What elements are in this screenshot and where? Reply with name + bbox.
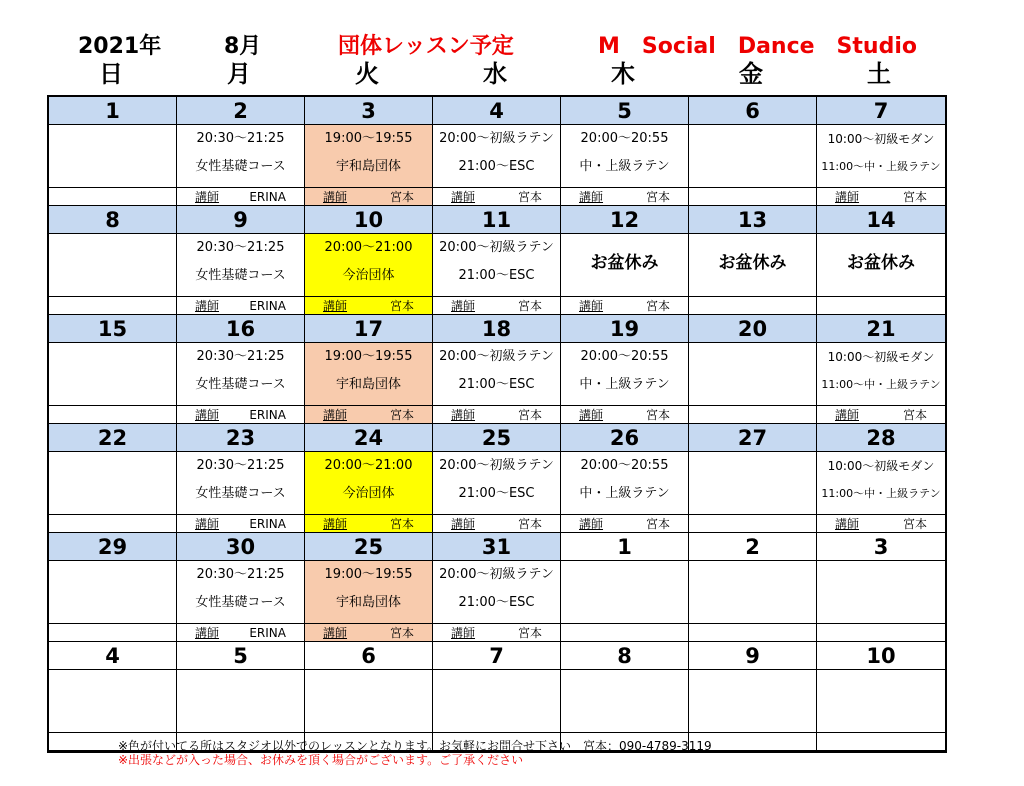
weekday-label: 火 bbox=[355, 60, 379, 88]
instructor-name: ERINA bbox=[249, 626, 286, 640]
lesson-time: 20:00～20:55 bbox=[580, 131, 669, 146]
instructor-name: 宮本 bbox=[389, 408, 414, 422]
lesson-time: 20:00～初級ラテン bbox=[439, 567, 554, 582]
day-cell bbox=[689, 234, 817, 315]
instructor-name: 宮本 bbox=[902, 517, 927, 531]
date-number: 8 bbox=[561, 642, 689, 670]
date-number: 2 bbox=[177, 97, 305, 125]
date-number: 6 bbox=[689, 97, 817, 125]
instructor-line bbox=[817, 732, 945, 751]
instructor-line bbox=[817, 623, 945, 642]
day-cell bbox=[817, 452, 945, 533]
day-cell bbox=[49, 452, 177, 533]
instructor-line bbox=[689, 623, 816, 642]
instructor-line bbox=[177, 187, 304, 206]
lesson-time: 19:00～19:55 bbox=[324, 567, 413, 582]
day-cell bbox=[817, 670, 945, 751]
instructor-name: 宮本 bbox=[645, 190, 670, 204]
instructor-line bbox=[689, 405, 816, 424]
day-cell bbox=[305, 452, 433, 533]
date-number: 13 bbox=[689, 206, 817, 234]
holiday-label: お盆休み bbox=[847, 253, 915, 273]
lesson-time: 10:00～初級モダン bbox=[827, 132, 935, 146]
date-number: 22 bbox=[49, 424, 177, 452]
instructor-name: 宮本 bbox=[517, 190, 542, 204]
calendar-week bbox=[49, 206, 945, 315]
day-cell bbox=[49, 561, 177, 642]
date-number: 6 bbox=[305, 642, 433, 670]
instructor-line bbox=[49, 623, 176, 642]
lesson-name: 宇和島団体 bbox=[335, 595, 401, 610]
instructor-label: 講師 bbox=[579, 517, 604, 531]
day-cell bbox=[433, 561, 561, 642]
day-cell bbox=[433, 234, 561, 315]
day-cell bbox=[49, 125, 177, 206]
date-number: 27 bbox=[689, 424, 817, 452]
instructor-line bbox=[561, 623, 688, 642]
day-cell bbox=[689, 125, 817, 206]
date-number: 18 bbox=[433, 315, 561, 343]
instructor-label: 講師 bbox=[835, 517, 860, 531]
calendar-grid bbox=[47, 95, 947, 753]
date-number: 15 bbox=[49, 315, 177, 343]
instructor-line bbox=[49, 514, 176, 533]
date-number: 4 bbox=[433, 97, 561, 125]
date-number: 9 bbox=[177, 206, 305, 234]
date-number: 3 bbox=[817, 533, 945, 561]
instructor-label: 講師 bbox=[451, 408, 476, 422]
lesson-name: 今治団体 bbox=[342, 268, 395, 283]
instructor-line bbox=[49, 296, 176, 315]
lesson-time: 20:00～初級ラテン bbox=[439, 349, 554, 364]
day-cell bbox=[305, 561, 433, 642]
day-cell bbox=[817, 343, 945, 424]
lesson-name: 11:00～中・上級ラテン bbox=[821, 160, 941, 173]
weekday-label: 月 bbox=[227, 60, 251, 88]
instructor-line bbox=[817, 405, 945, 424]
instructor-name: 宮本 bbox=[517, 626, 542, 640]
holiday-label: お盆休み bbox=[718, 253, 787, 273]
instructor-line bbox=[817, 296, 945, 315]
lesson-name: 21:00～ESC bbox=[458, 377, 535, 392]
note-closure: ※出張などが入った場合、お休みを頂く場合がございます。ご了承ください bbox=[118, 753, 524, 767]
lesson-row bbox=[49, 234, 945, 315]
lesson-name: 女性基礎コース bbox=[195, 268, 286, 283]
instructor-line bbox=[177, 514, 304, 533]
year-label: 2021年 bbox=[78, 34, 162, 59]
lesson-name: 21:00～ESC bbox=[458, 268, 535, 283]
date-row bbox=[49, 97, 945, 125]
instructor-line bbox=[305, 296, 432, 315]
instructor-label: 講師 bbox=[323, 517, 348, 531]
lesson-time: 20:00～初級ラテン bbox=[439, 131, 554, 146]
lesson-time: 20:30～21:25 bbox=[196, 567, 285, 582]
instructor-line bbox=[561, 296, 688, 315]
day-cell bbox=[561, 561, 689, 642]
day-cell bbox=[561, 125, 689, 206]
day-cell bbox=[689, 343, 817, 424]
instructor-label: 講師 bbox=[451, 190, 476, 204]
day-cell bbox=[177, 452, 305, 533]
instructor-label: 講師 bbox=[579, 299, 604, 313]
instructor-line bbox=[433, 187, 560, 206]
month-label: 8月 bbox=[224, 34, 262, 59]
lesson-name: 中・上級ラテン bbox=[579, 159, 670, 174]
day-cell bbox=[689, 561, 817, 642]
date-number: 10 bbox=[817, 642, 945, 670]
instructor-label: 講師 bbox=[195, 626, 220, 640]
day-cell bbox=[689, 452, 817, 533]
date-row bbox=[49, 533, 945, 561]
instructor-label: 講師 bbox=[195, 190, 220, 204]
instructor-name: ERINA bbox=[249, 517, 286, 531]
lesson-name: 21:00～ESC bbox=[458, 486, 535, 501]
day-cell bbox=[433, 125, 561, 206]
instructor-label: 講師 bbox=[323, 190, 348, 204]
instructor-name: 宮本 bbox=[645, 299, 670, 313]
date-number: 28 bbox=[817, 424, 945, 452]
day-cell bbox=[49, 234, 177, 315]
date-number: 5 bbox=[177, 642, 305, 670]
instructor-line bbox=[561, 187, 688, 206]
lesson-time: 10:00～初級モダン bbox=[827, 350, 935, 364]
instructor-name: 宮本 bbox=[645, 517, 670, 531]
date-number: 9 bbox=[689, 642, 817, 670]
day-cell bbox=[561, 234, 689, 315]
instructor-line bbox=[433, 623, 560, 642]
instructor-name: 宮本 bbox=[389, 626, 414, 640]
day-cell bbox=[177, 561, 305, 642]
date-number: 7 bbox=[817, 97, 945, 125]
instructor-name: 宮本 bbox=[902, 190, 927, 204]
note-contact: ※色が付いてる所はスタジオ以外でのレッスンとなります。お気軽にお問合せ下さい 宮本：090-4789-3119 bbox=[118, 739, 712, 753]
lesson-time: 20:00～21:00 bbox=[324, 458, 413, 473]
calendar-week bbox=[49, 315, 945, 424]
date-number: 21 bbox=[817, 315, 945, 343]
lesson-time: 20:00～初級ラテン bbox=[439, 458, 554, 473]
day-cell bbox=[305, 234, 433, 315]
day-cell bbox=[433, 452, 561, 533]
date-number: 2 bbox=[689, 533, 817, 561]
lesson-name: 21:00～ESC bbox=[458, 159, 535, 174]
day-cell bbox=[561, 452, 689, 533]
date-number: 8 bbox=[49, 206, 177, 234]
lesson-name: 今治団体 bbox=[342, 486, 395, 501]
date-number: 23 bbox=[177, 424, 305, 452]
lesson-name: 女性基礎コース bbox=[195, 486, 286, 501]
instructor-name: 宮本 bbox=[517, 517, 542, 531]
instructor-line bbox=[817, 514, 945, 533]
calendar-week bbox=[49, 642, 945, 751]
weekday-label: 日 bbox=[99, 60, 123, 88]
date-number: 20 bbox=[689, 315, 817, 343]
day-cell bbox=[49, 343, 177, 424]
date-number: 24 bbox=[305, 424, 433, 452]
date-number: 7 bbox=[433, 642, 561, 670]
instructor-line bbox=[305, 514, 432, 533]
instructor-line bbox=[689, 514, 816, 533]
lesson-time: 19:00～19:55 bbox=[324, 131, 413, 146]
instructor-label: 講師 bbox=[195, 517, 220, 531]
instructor-line bbox=[433, 514, 560, 533]
instructor-label: 講師 bbox=[323, 408, 348, 422]
instructor-label: 講師 bbox=[451, 626, 476, 640]
lesson-time: 19:00～19:55 bbox=[324, 349, 413, 364]
calendar-week bbox=[49, 97, 945, 206]
day-cell bbox=[561, 343, 689, 424]
lesson-time: 20:30～21:25 bbox=[196, 131, 285, 146]
calendar-week bbox=[49, 533, 945, 642]
instructor-line bbox=[177, 296, 304, 315]
instructor-label: 講師 bbox=[835, 408, 860, 422]
lesson-name: 中・上級ラテン bbox=[579, 377, 670, 392]
instructor-name: 宮本 bbox=[389, 299, 414, 313]
instructor-line bbox=[177, 623, 304, 642]
date-row bbox=[49, 315, 945, 343]
date-number: 30 bbox=[177, 533, 305, 561]
instructor-name: 宮本 bbox=[389, 517, 414, 531]
lesson-time: 20:00～21:00 bbox=[324, 240, 413, 255]
instructor-line bbox=[177, 405, 304, 424]
lesson-name: 中・上級ラテン bbox=[579, 486, 670, 501]
weekday-label: 金 bbox=[739, 60, 763, 88]
instructor-label: 講師 bbox=[195, 408, 220, 422]
day-cell bbox=[177, 343, 305, 424]
instructor-label: 講師 bbox=[579, 408, 604, 422]
date-number: 14 bbox=[817, 206, 945, 234]
instructor-name: 宮本 bbox=[517, 408, 542, 422]
instructor-label: 講師 bbox=[835, 190, 860, 204]
instructor-label: 講師 bbox=[323, 299, 348, 313]
instructor-label: 講師 bbox=[451, 517, 476, 531]
instructor-name: ERINA bbox=[249, 408, 286, 422]
lesson-time: 20:30～21:25 bbox=[196, 240, 285, 255]
date-number: 25 bbox=[305, 533, 433, 561]
date-number: 12 bbox=[561, 206, 689, 234]
date-number: 25 bbox=[433, 424, 561, 452]
instructor-line bbox=[561, 514, 688, 533]
day-cell bbox=[817, 125, 945, 206]
date-number: 4 bbox=[49, 642, 177, 670]
instructor-name: 宮本 bbox=[645, 408, 670, 422]
lesson-name: 宇和島団体 bbox=[335, 377, 401, 392]
date-number: 19 bbox=[561, 315, 689, 343]
date-number: 3 bbox=[305, 97, 433, 125]
instructor-line bbox=[305, 187, 432, 206]
day-cell bbox=[305, 343, 433, 424]
lesson-time: 20:30～21:25 bbox=[196, 458, 285, 473]
day-cell bbox=[177, 125, 305, 206]
instructor-label: 講師 bbox=[451, 299, 476, 313]
lesson-name: 11:00～中・上級ラテン bbox=[821, 378, 941, 391]
lesson-time: 20:30～21:25 bbox=[196, 349, 285, 364]
instructor-line bbox=[305, 405, 432, 424]
lesson-time: 20:00～初級ラテン bbox=[439, 240, 554, 255]
date-number: 10 bbox=[305, 206, 433, 234]
lesson-name: 女性基礎コース bbox=[195, 377, 286, 392]
date-number: 1 bbox=[49, 97, 177, 125]
instructor-line bbox=[433, 405, 560, 424]
weekday-label: 水 bbox=[483, 60, 507, 88]
day-cell bbox=[177, 234, 305, 315]
day-cell bbox=[433, 343, 561, 424]
instructor-name: 宮本 bbox=[517, 299, 542, 313]
lesson-time: 10:00～初級モダン bbox=[827, 459, 935, 473]
holiday-label: お盆休み bbox=[590, 253, 659, 273]
instructor-line bbox=[49, 187, 176, 206]
weekday-label: 木 bbox=[611, 60, 635, 88]
instructor-line bbox=[433, 296, 560, 315]
date-number: 17 bbox=[305, 315, 433, 343]
instructor-name: ERINA bbox=[249, 299, 286, 313]
instructor-label: 講師 bbox=[579, 190, 604, 204]
studio-name: M Social Dance Studio bbox=[598, 34, 917, 59]
date-number: 1 bbox=[561, 533, 689, 561]
lesson-name: 11:00～中・上級ラテン bbox=[821, 487, 941, 500]
lesson-time: 20:00～20:55 bbox=[580, 458, 669, 473]
instructor-name: ERINA bbox=[249, 190, 286, 204]
date-number: 31 bbox=[433, 533, 561, 561]
date-number: 5 bbox=[561, 97, 689, 125]
lesson-row bbox=[49, 343, 945, 424]
lesson-name: 宇和島団体 bbox=[335, 159, 401, 174]
lesson-row bbox=[49, 452, 945, 533]
day-cell bbox=[305, 125, 433, 206]
date-number: 11 bbox=[433, 206, 561, 234]
date-number: 29 bbox=[49, 533, 177, 561]
lesson-name: 21:00～ESC bbox=[458, 595, 535, 610]
instructor-line bbox=[689, 187, 816, 206]
instructor-name: 宮本 bbox=[389, 190, 414, 204]
instructor-line bbox=[305, 623, 432, 642]
lesson-row bbox=[49, 125, 945, 206]
date-row bbox=[49, 424, 945, 452]
calendar-week bbox=[49, 424, 945, 533]
instructor-line bbox=[561, 405, 688, 424]
page-title: 団体レッスン予定 bbox=[338, 34, 514, 59]
instructor-line bbox=[817, 187, 945, 206]
date-number: 16 bbox=[177, 315, 305, 343]
instructor-line bbox=[49, 405, 176, 424]
day-cell bbox=[817, 561, 945, 642]
date-row bbox=[49, 642, 945, 670]
day-cell bbox=[817, 234, 945, 315]
date-row bbox=[49, 206, 945, 234]
lesson-name: 女性基礎コース bbox=[195, 159, 286, 174]
instructor-name: 宮本 bbox=[902, 408, 927, 422]
date-number: 26 bbox=[561, 424, 689, 452]
instructor-label: 講師 bbox=[323, 626, 348, 640]
instructor-line bbox=[689, 296, 816, 315]
lesson-row bbox=[49, 561, 945, 642]
lesson-name: 女性基礎コース bbox=[195, 595, 286, 610]
instructor-label: 講師 bbox=[195, 299, 220, 313]
weekday-label: 土 bbox=[867, 60, 891, 88]
lesson-time: 20:00～20:55 bbox=[580, 349, 669, 364]
